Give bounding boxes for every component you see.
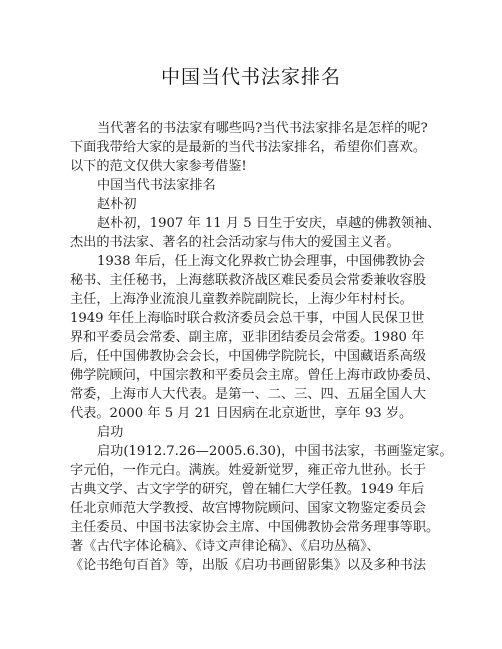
paragraph-line: 1949 年任上海临时联合救济委员会总干事，中国人民保卫世 xyxy=(70,311,425,326)
paragraph-line: 佛学院顾问，中国宗教和平委员会主席。曾任上海市政协委员、 xyxy=(70,368,440,383)
paragraph-line: 下面我带给大家的是最新的当代书法家排名，希望你们喜欢。 xyxy=(70,140,427,155)
paragraph-line: 1938 年后，任上海文化界救亡协会理事，中国佛教协会 xyxy=(97,254,425,269)
paragraph-line: 秘书、主任秘书，上海慈联救济战区难民委员会常委兼收容股 xyxy=(70,273,427,288)
paragraph-line: 启功 xyxy=(97,425,124,440)
paragraph-line: 中国当代书法家排名 xyxy=(97,178,216,193)
paragraph-line: 启功(1912.7.26—2005.6.30)，中国书法家，书画鉴定家。 xyxy=(97,444,453,459)
paragraph-line: 古典文学、古文字学的研究，曾在辅仁大学任教。1949 年后 xyxy=(70,482,425,497)
paragraph-line: 界和平委员会常委、副主席，亚非团结委员会常委。1980 年 xyxy=(70,330,425,345)
paragraph-line: 任北京师范大学教授、故宫博物院顾问、国家文物鉴定委员会 xyxy=(70,501,427,516)
paragraph-line: 主任，上海净业流浪儿童教养院副院长，上海少年村村长。 xyxy=(70,292,413,307)
paragraph-line: 字元伯，一作元白。满族。姓爱新觉罗，雍正帝九世孙。长于 xyxy=(70,463,427,478)
paragraph-line: 后，任中国佛教协会会长，中国佛学院院长，中国藏语系高级 xyxy=(70,349,427,364)
paragraph-line: 杰出的书法家、著名的社会活动家与伟大的爱国主义者。 xyxy=(70,235,400,250)
paragraph-line: 赵朴初，1907 年 11 月 5 日生于安庆，卓越的佛教领袖、 xyxy=(97,216,441,231)
paragraph-line: 赵朴初 xyxy=(97,197,137,212)
paragraph-line: 以下的范文仅供大家参考借鉴! xyxy=(70,159,247,174)
paragraph-line: 《论书绝句百首》等，出版《启功书画留影集》以及多种书法 xyxy=(70,558,427,573)
paragraph-line: 主任委员、中国书法家协会主席、中国佛教协会常务理事等职。 xyxy=(70,520,440,535)
document-title: 中国当代书法家排名 xyxy=(160,66,341,88)
paragraph-line: 常委，上海市人大代表。是第一、二、三、四、五届全国人大 xyxy=(70,387,427,402)
paragraph-line: 著《古代字体论稿》、《诗文声律论稿》、《启功丛稿》、 xyxy=(70,539,380,554)
paragraph-line: 当代著名的书法家有哪些吗?当代书法家排名是怎样的呢? xyxy=(97,121,428,136)
paragraph-line: 代表。2000 年 5 月 21 日因病在北京逝世，享年 93 岁。 xyxy=(70,406,413,421)
